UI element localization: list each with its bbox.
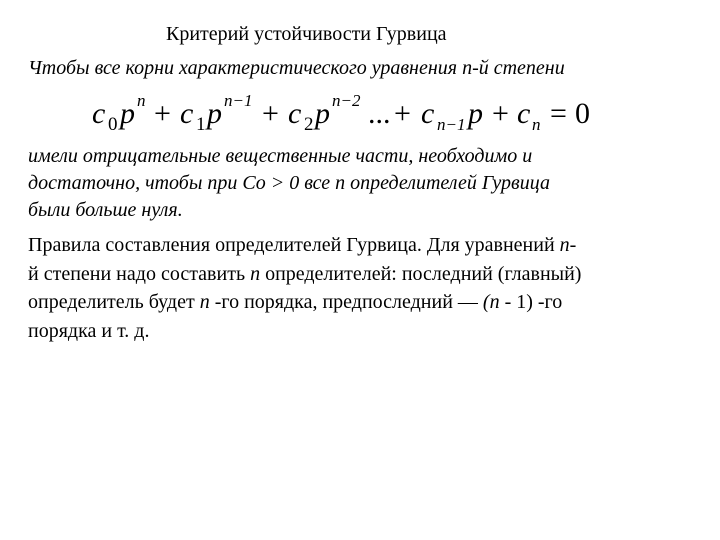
rules-text-fragment: определителей: последний (главный) xyxy=(260,262,582,285)
condition-line: были больше нуля. xyxy=(28,199,183,221)
rules-text xyxy=(28,231,700,345)
condition-line: достаточно, чтобы при Co > 0 все n определителей Гурвица xyxy=(28,172,550,194)
rules-line xyxy=(28,260,700,289)
sub-2: 2 xyxy=(304,114,314,135)
coef-c1: c xyxy=(180,97,194,130)
rules-text-fragment: й степени надо составить xyxy=(28,262,251,285)
sub-0: 0 xyxy=(108,114,118,135)
intro-text: Чтобы все корни характеристического уравнения n-й степени xyxy=(28,57,565,79)
ellipsis: ... xyxy=(368,97,391,130)
var-p-1: p xyxy=(207,97,222,130)
plus-1: + xyxy=(154,97,171,130)
rules-text-fragment: - 1) -го xyxy=(499,291,563,314)
rules-var-n: n xyxy=(250,262,261,285)
var-p-2: p xyxy=(315,97,330,130)
rules-text-fragment: -го порядка, предпоследний — xyxy=(209,291,483,314)
rules-text-fragment: Правила составления определителей Гурвица. Для уравнений xyxy=(28,234,560,256)
sup-n-minus-2: n−2 xyxy=(332,91,361,110)
characteristic-equation xyxy=(0,88,720,136)
slide-title: Критерий устойчивости Гурвица xyxy=(166,23,447,45)
sup-n: n xyxy=(137,91,146,110)
rules-line xyxy=(28,288,700,317)
sub-n: n xyxy=(532,115,541,134)
condition-text xyxy=(28,143,700,224)
zero: 0 xyxy=(575,97,590,130)
rules-var-n: n xyxy=(559,234,570,256)
sub-n-minus-1: n−1 xyxy=(437,115,466,134)
var-p-3: p xyxy=(468,97,483,130)
rules-line xyxy=(28,317,700,346)
coef-c0: c xyxy=(92,97,106,130)
coef-c2: c xyxy=(288,97,302,130)
plus-2: + xyxy=(262,97,279,130)
rules-text-fragment: порядка и т. д. xyxy=(28,319,150,342)
coef-cn: c xyxy=(517,97,531,130)
coef-cn-1: c xyxy=(421,97,435,130)
plus-3: + xyxy=(394,97,411,130)
rules-var-n: n xyxy=(199,291,210,314)
rules-var-n: (n xyxy=(482,291,500,314)
equals-sign: = xyxy=(550,97,567,130)
var-p-0: p xyxy=(120,97,135,130)
rules-text-fragment: - xyxy=(569,234,577,256)
rules-text-fragment: определитель будет xyxy=(28,291,200,314)
sub-1: 1 xyxy=(196,114,206,135)
sup-n-minus-1: n−1 xyxy=(224,91,253,110)
rules-line xyxy=(28,231,700,260)
plus-4: + xyxy=(492,97,509,130)
condition-line: имели отрицательные вещественные части, необходимо и xyxy=(28,145,533,167)
